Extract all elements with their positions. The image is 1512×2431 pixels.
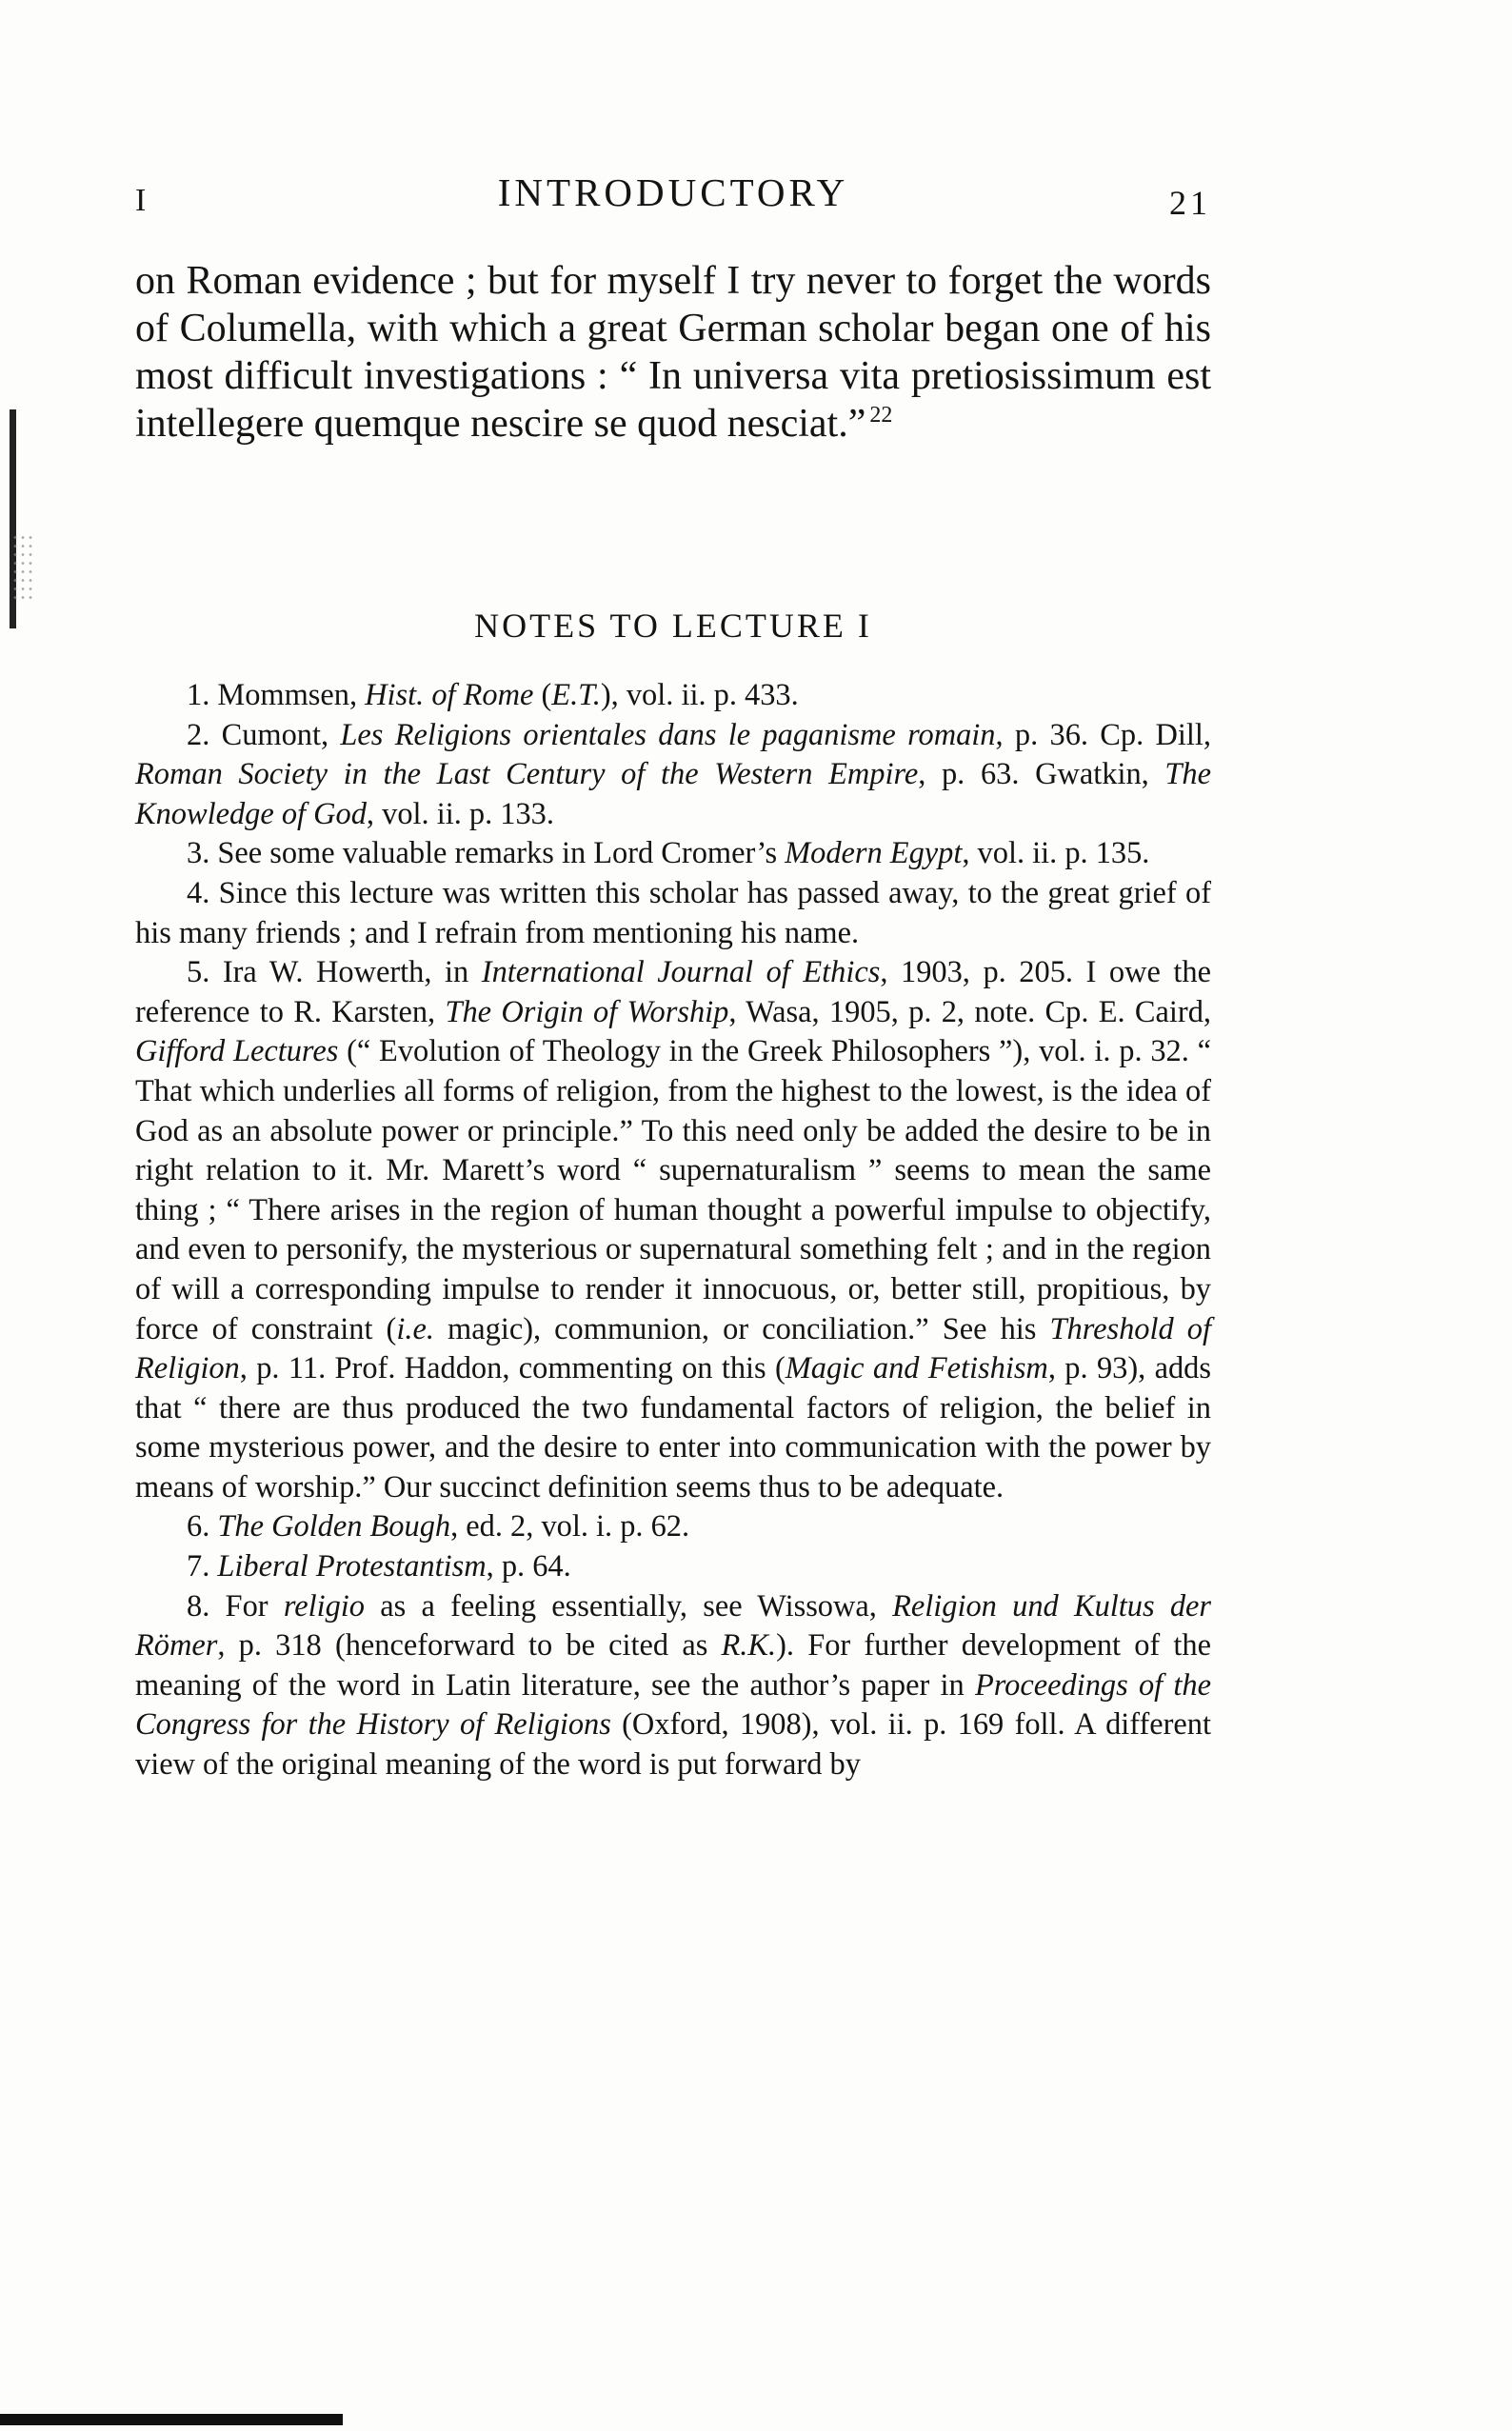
body-paragraph — [135, 257, 1211, 448]
note-text: ). For further development of the meaning of the word in Latin literature, see the author’s paper in — [135, 1628, 1211, 1703]
note-italic-text: The Knowledge of God — [135, 757, 1211, 831]
note-text: , ed. 2, vol. i. p. 62. — [450, 1509, 690, 1544]
note-text: ( — [533, 678, 552, 712]
note-text: 1. Mommsen, — [187, 678, 366, 712]
note-italic-text: International Journal of Ethics — [481, 955, 881, 990]
note-text: (Oxford, 1908), vol. ii. p. 169 foll. A different view of the original meaning of the word is put forward by — [135, 1707, 1211, 1783]
note-italic-text: The Origin of Worship — [445, 994, 729, 1029]
running-header — [135, 169, 1211, 227]
note-item — [135, 1587, 1211, 1785]
note-italic-text: Roman Society in the Last Century of the Western Empire — [135, 757, 919, 792]
note-item — [135, 676, 1211, 716]
note-text: , p. 64. — [486, 1549, 571, 1584]
chapter-numeral: I — [135, 183, 147, 218]
note-item — [135, 716, 1211, 835]
note-text: , 1903, p. 205. I owe the reference to R. Karsten, — [135, 955, 1211, 1029]
note-text: 8. For — [187, 1588, 284, 1624]
note-italic-text: Proceedings of the Congress for the History of Religions — [135, 1667, 1211, 1743]
note-text: as a feeling essentially, see Wissowa, — [364, 1588, 893, 1624]
note-italic-text: Magic and Fetishism — [785, 1351, 1048, 1386]
running-title: INTRODUCTORY — [497, 170, 849, 214]
note-italic-text: Modern Egypt — [785, 836, 963, 871]
note-text: , p. 318 (henceforward to be cited as — [217, 1628, 722, 1664]
note-text: , Wasa, 1905, p. 2, note. Cp. E. Caird, — [728, 994, 1211, 1029]
note-text: 2. Cumont, — [187, 717, 341, 752]
note-italic-text: Gifford Lectures — [135, 1034, 339, 1069]
scan-margin-speckle — [11, 533, 34, 600]
note-text: ), vol. ii. p. 433. — [600, 678, 799, 712]
note-text: , p. 63. Gwatkin, — [918, 757, 1165, 792]
note-text: , vol. ii. p. 135. — [962, 836, 1150, 871]
note-italic-text: Hist. of Rome — [365, 678, 534, 712]
note-text: magic), communion, or conciliation.” See his — [433, 1311, 1050, 1346]
note-italic-text: The Golden Bough — [217, 1509, 451, 1544]
note-text: 3. See some valuable remarks in Lord Cromer’s — [187, 836, 786, 871]
note-item — [135, 874, 1211, 953]
footnote-reference: 22 — [869, 403, 893, 428]
note-italic-text: religio — [283, 1588, 365, 1624]
note-item — [135, 1547, 1211, 1587]
note-italic-text: Liberal Protestantism — [217, 1549, 487, 1584]
note-italic-text: Les Religions orientales dans le paganisme romain — [340, 717, 996, 752]
body-paragraph-text — [135, 257, 1211, 448]
note-text: 4. Since this lecture was written this scholar has passed away, to the great grief of his many friends ; and I refrain from mentioning his name. — [135, 875, 1211, 950]
note-italic-text: i.e. — [396, 1311, 434, 1346]
note-text: 6. — [187, 1509, 218, 1544]
note-text: (“ Evolution of Theology in the Greek Philosophers ”), vol. i. p. 32. “ That which underlies all forms of religion, from the highest to the lowest, is the idea of God as an absolute power or principle.” To this need only be added the desire to be in right relation to it. Mr. Marett’s word “ supernaturalism ” seems to mean the same thing ; “ There arises in the region of human thought a powerful impulse to objectify, and even to personify, the mysterious or supernatural something felt ; and in the region of will a corresponding impulse to render it innocuous, or, better still, propitious, by force of constraint ( — [135, 1034, 1211, 1346]
note-text: 5. Ira W. Howerth, in — [187, 955, 482, 990]
body-text-run: on Roman evidence ; but for myself I try never to forget the words of Columella, with which a great German scholar began one of his most difficult investigations : “ In universa vita pretiosissimum est intellegere quemque nescire se quod nesciat.” — [135, 259, 1211, 446]
notes-heading: NOTES TO LECTURE I — [474, 607, 872, 645]
scan-edge-bar — [0, 2414, 343, 2425]
page-number: 21 — [1169, 184, 1211, 222]
note-text: , p. 11. Prof. Haddon, commenting on this ( — [239, 1351, 786, 1386]
note-text: 7. — [187, 1549, 218, 1584]
note-italic-text: Religion und Kultus der Römer — [135, 1588, 1212, 1664]
note-item — [135, 834, 1211, 874]
note-item — [135, 1507, 1211, 1547]
note-item — [135, 953, 1211, 1507]
note-text: , vol. ii. p. 133. — [366, 796, 554, 831]
note-italic-text: E.T. — [551, 678, 601, 712]
note-italic-text: Threshold of Religion — [135, 1311, 1211, 1386]
note-italic-text: R.K. — [721, 1628, 777, 1664]
note-text: , p. 93), adds that “ there are thus produced the two fundamental factors of religion, the belief in some mysterious power, and the desire to enter into communication with the power by means of worship.” Our succinct definition seems thus to be adequate. — [135, 1351, 1211, 1504]
note-text: , p. 36. Cp. Dill, — [995, 717, 1211, 752]
notes-list — [135, 676, 1211, 1785]
